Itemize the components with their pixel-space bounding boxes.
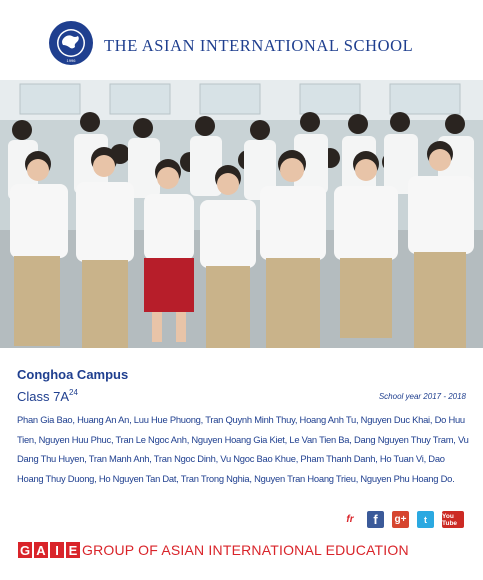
youtube-icon[interactable]: You Tube <box>442 511 464 528</box>
facebook-icon[interactable]: f <box>367 511 384 528</box>
gaie-logo <box>18 542 80 558</box>
school-logo <box>48 20 94 66</box>
gaie-letter: E <box>66 542 80 558</box>
class-count: 24 <box>69 388 78 397</box>
twitter-icon[interactable]: t <box>417 511 434 528</box>
header <box>0 0 483 80</box>
fr-social-icon[interactable]: fr <box>341 511 359 528</box>
footer <box>18 540 409 560</box>
student-names: Phan Gia Bao, Huang An An, Luu Hue Phuong, Tran Quynh Minh Thuy, Hoang Anh Tu, Nguyen Duc Khai, Do Huu Tien, Nguyen Huu Phuc, Tran Le Ngoc Anh, Nguyen Hoang Gia Kiet, Le Van Tien Ba, Dang Nguyen Thuy Tram, Vu Dang Thu Huyen, Tran Manh Anh, Tran Ngoc Dinh, Vu Ngoc Bao Khue, Pham Thanh Danh, Ho Tuan Vi, Dao Hoang Thuy Duong, Ho Nguyen Tan Dat, Tran Trong Nghia, Nguyen Tran Hoang Trieu, Nguyen Phu Hoang Do. <box>17 414 469 484</box>
gaie-letter: A <box>34 542 48 558</box>
logo-year: 1996 <box>66 58 76 63</box>
school-year: School year 2017 - 2018 <box>378 392 466 401</box>
campus-title: Conghoa Campus <box>17 367 129 382</box>
class-label: Class 7A <box>17 389 70 404</box>
google-plus-icon[interactable]: g+ <box>392 511 409 528</box>
class-group-photo <box>0 80 483 348</box>
footer-text: GROUP OF ASIAN INTERNATIONAL EDUCATION <box>82 542 409 558</box>
gaie-letter: I <box>50 542 64 558</box>
gaie-letter: G <box>19 542 31 558</box>
school-name: THE ASIAN INTERNATIONAL SCHOOL <box>104 36 414 55</box>
class-name <box>17 388 78 404</box>
